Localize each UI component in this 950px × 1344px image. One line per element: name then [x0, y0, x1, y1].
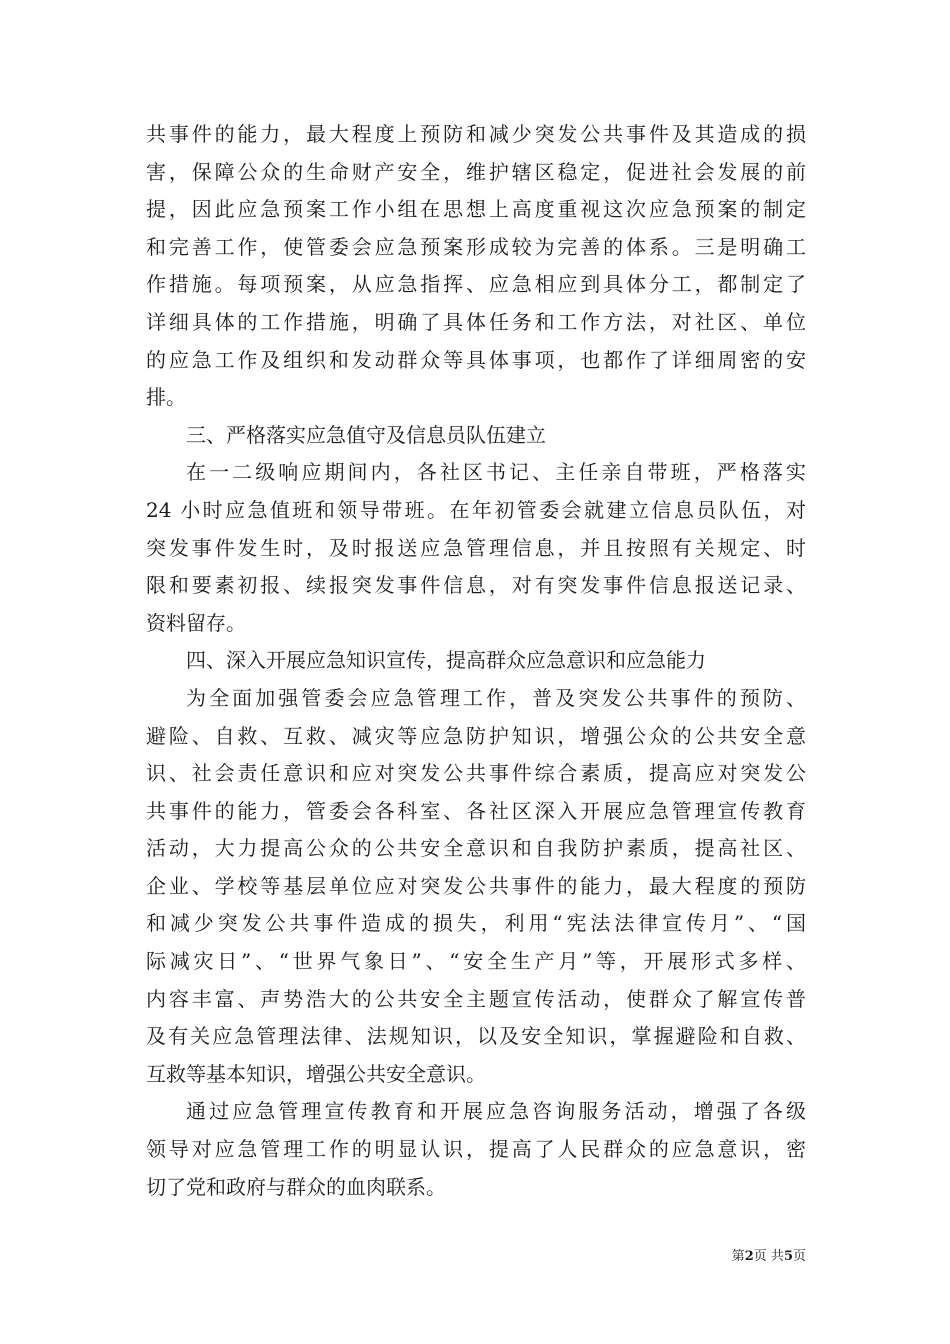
text-line: 共事件的能力，最大程度上预防和减少突发公共事件及其造成的损: [146, 122, 806, 146]
text-line: 企业、学校等基层单位应对突发公共事件的能力，最大程度的预防: [146, 873, 806, 898]
text-line: 共事件的能力，管委会各科室、各社区深入开展应急管理宣传教育: [146, 798, 806, 823]
text-line: 详细具体的工作措施，明确了具体任务和工作方法，对社区、单位: [146, 309, 806, 334]
footer-suffix: 页: [792, 1249, 806, 1264]
text-line: 通过应急管理宣传教育和开展应急咨询服务活动，增强了各级: [186, 1099, 806, 1124]
text-line: 排。: [146, 385, 186, 410]
footer-middle: 页 共: [753, 1249, 784, 1264]
text-line: 和减少突发公共事件造成的损失，利用“宪法法律宣传月”、“国: [146, 911, 806, 936]
text-line: 四、深入开展应急知识宣传，提高群众应急意识和应急能力: [186, 648, 706, 673]
text-line: 内容丰富、声势浩大的公共安全主题宣传活动，使群众了解宣传普: [146, 986, 806, 1011]
text-line: 互救等基本知识，增强公共安全意识。: [146, 1061, 486, 1086]
footer-total-pages: 5: [783, 1249, 793, 1264]
footer-prefix: 第: [731, 1249, 745, 1264]
text-line: 限和要素初报、续报突发事件信息，对有突发事件信息报送记录、: [146, 573, 806, 598]
text-line: 资料留存。: [146, 610, 246, 635]
text-line: 提，因此应急预案工作小组在思想上高度重视这次应急预案的制定: [146, 197, 806, 222]
text-line: 活动，大力提高公众的公共安全意识和自我防护素质，提高社区、: [146, 836, 806, 861]
text-line: 24 小时应急值班和领导带班。在年初管委会就建立信息员队伍，对: [146, 497, 806, 522]
text-line: 三、严格落实应急值守及信息员队伍建立: [186, 422, 546, 447]
text-line: 及有关应急管理法律、法规知识，以及安全知识，掌握避险和自救、: [146, 1024, 806, 1049]
text-line: 的应急工作及组织和发动群众等具体事项，也都作了详细周密的安: [146, 347, 806, 372]
text-line: 在一二级响应期间内，各社区书记、主任亲自带班，严格落实: [186, 460, 806, 485]
text-line: 为全面加强管委会应急管理工作，普及突发公共事件的预防、: [186, 685, 806, 710]
document-body: [146, 116, 806, 1206]
text-line: 突发事件发生时，及时报送应急管理信息，并且按照有关规定、时: [146, 535, 806, 560]
text-line: 切了党和政府与群众的血肉联系。: [146, 1174, 446, 1199]
text-line: 领导对应急管理工作的明显认识，提高了人民群众的应急意识，密: [146, 1137, 806, 1162]
text-line: 作措施。每项预案，从应急指挥、应急相应到具体分工，都制定了: [146, 272, 806, 297]
text-line: 避险、自救、互救、减灾等应急防护知识，增强公众的公共安全意: [146, 723, 806, 748]
text-line: 识、社会责任意识和应对突发公共事件综合素质，提高应对突发公: [146, 761, 806, 786]
footer-current-page: 2: [744, 1249, 754, 1264]
text-line: 际减灾日”、“世界气象日”、“安全生产月”等，开展形式多样、: [146, 949, 806, 974]
text-line: 和完善工作，使管委会应急预案形成较为完善的体系。三是明确工: [146, 234, 806, 259]
text-line: 害，保障公众的生命财产安全，维护辖区稳定，促进社会发展的前: [146, 159, 806, 184]
page-number-footer: [732, 1245, 806, 1264]
